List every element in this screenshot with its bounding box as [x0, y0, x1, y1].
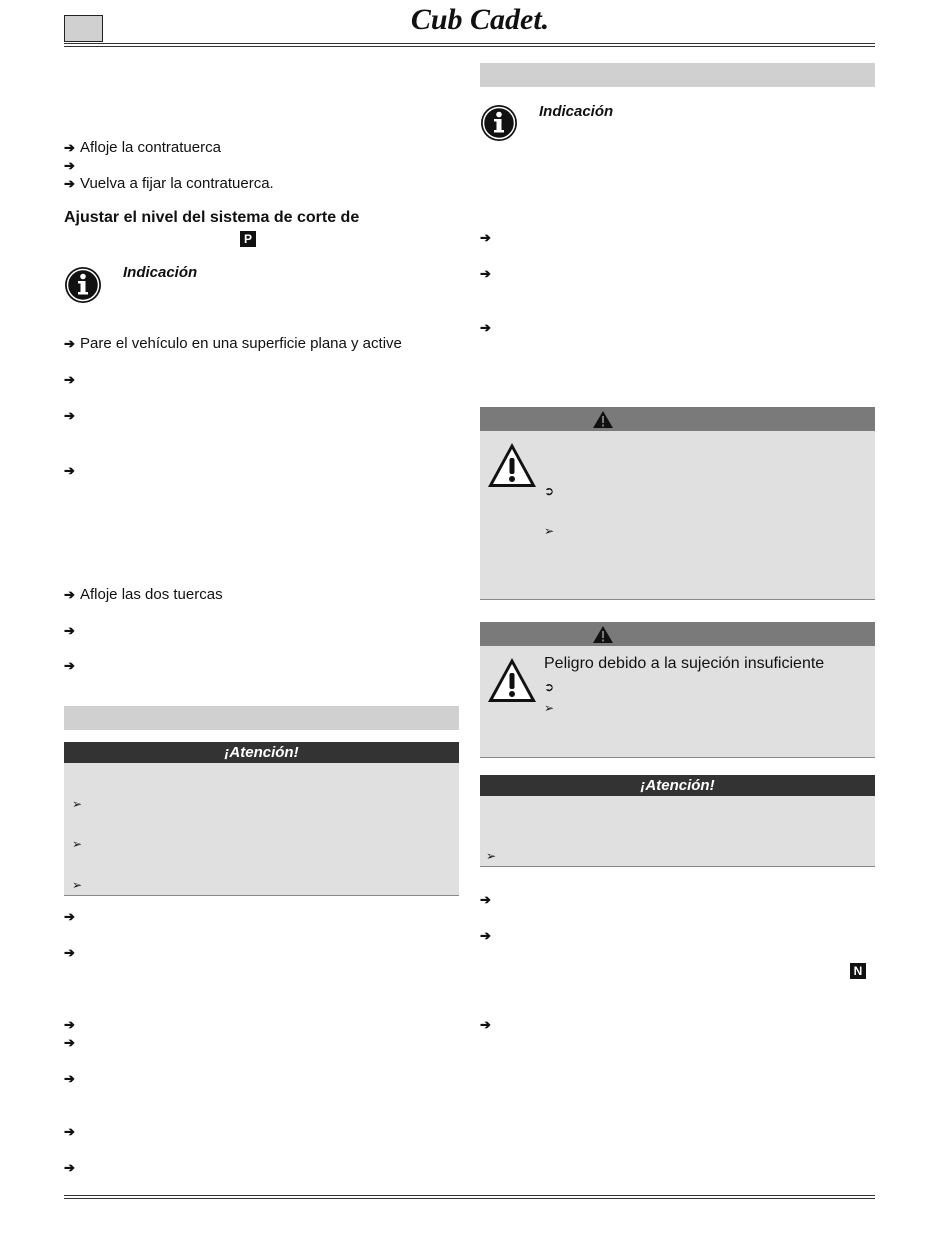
arrow-icon: ➔ — [64, 1124, 75, 1139]
arrow-icon: ➔ — [480, 1017, 491, 1032]
step-empty — [64, 908, 80, 926]
arrow-icon: ➔ — [64, 658, 75, 673]
step-loosen-locknut: ➔ Afloje la contratuerca — [64, 139, 221, 156]
step-empty — [480, 891, 496, 909]
attention-panel-left — [64, 763, 459, 896]
badge-n: N — [850, 963, 866, 979]
arrow-icon: ➔ — [480, 266, 491, 281]
note-title-left: Indicación — [123, 264, 198, 281]
chevron-icon: ➢ — [72, 797, 83, 811]
step-loosen-nuts: ➔ Afloje las dos tuercas — [64, 586, 223, 603]
step-empty — [64, 1070, 80, 1088]
step-empty — [64, 1034, 80, 1052]
arrow-icon: ➔ — [480, 928, 491, 943]
arrow-icon: ➔ — [64, 909, 75, 924]
arrow-icon: ➔ — [480, 320, 491, 335]
step-empty — [64, 657, 80, 675]
arrow-icon: ➔ — [64, 1071, 75, 1086]
step-empty — [64, 1016, 80, 1034]
chevron-icon: ➢ — [544, 524, 555, 538]
footer-rule — [64, 1195, 875, 1196]
step-empty — [480, 927, 496, 945]
badge-p: P — [240, 231, 256, 247]
chevron-icon: ➢ — [544, 701, 555, 715]
warning-panel-1 — [480, 431, 875, 600]
brand-text: Cub Cadet. — [410, 3, 550, 36]
arrow-icon: ➔ — [64, 372, 75, 387]
step-refix-locknut: ➔ Vuelva a fijar la contratuerca. — [64, 175, 274, 192]
warning-large-icon — [486, 441, 538, 489]
step-park-vehicle: ➔ Pare el vehículo en una superficie plana y active — [64, 335, 402, 352]
warning-triangle-icon — [592, 625, 614, 644]
arrow-icon: ➔ — [64, 587, 75, 602]
header-rule — [64, 43, 875, 44]
step-empty — [64, 622, 80, 640]
step-empty — [64, 462, 80, 480]
info-icon — [64, 266, 102, 304]
step-empty — [480, 1016, 496, 1034]
info-icon — [480, 104, 518, 142]
section-bar-right — [480, 63, 875, 87]
chevron-icon: ➢ — [72, 878, 83, 892]
step-empty — [64, 371, 80, 389]
arrow-icon: ➔ — [480, 892, 491, 907]
step-empty — [480, 265, 496, 283]
arrow-icon: ➔ — [64, 176, 75, 191]
footer-rule-2 — [64, 1198, 875, 1199]
warning-large-icon — [486, 656, 538, 704]
note-title-right: Indicación — [539, 103, 614, 120]
arrow-icon: ➔ — [64, 1160, 75, 1175]
circle-arrow-icon: ➲ — [544, 484, 555, 498]
step-empty — [64, 407, 80, 425]
step-empty — [64, 1123, 80, 1141]
arrow-icon: ➔ — [64, 408, 75, 423]
warning-triangle-icon — [592, 410, 614, 429]
arrow-icon: ➔ — [64, 140, 75, 155]
section-bar-left — [64, 706, 459, 730]
warning-header-2 — [480, 622, 875, 646]
step-empty — [480, 229, 496, 247]
attention-header-right: ¡Atención! — [480, 775, 875, 796]
arrow-icon: ➔ — [480, 230, 491, 245]
attention-panel-right — [480, 796, 875, 867]
chevron-icon: ➢ — [486, 849, 497, 863]
arrow-icon: ➔ — [64, 1035, 75, 1050]
step-empty — [64, 944, 80, 962]
step-empty — [64, 1159, 80, 1177]
warning-text-insufficient-fixing: Peligro debido a la sujeción insuficiente — [544, 655, 825, 672]
arrow-icon: ➔ — [64, 336, 75, 351]
attention-header-left: ¡Atención! — [64, 742, 459, 763]
step-empty — [64, 157, 80, 175]
arrow-icon: ➔ — [64, 158, 75, 173]
circle-arrow-icon: ➲ — [544, 680, 555, 694]
header-rule-2 — [64, 46, 875, 47]
warning-header-1 — [480, 407, 875, 431]
arrow-icon: ➔ — [64, 945, 75, 960]
cub-cadet-logo — [380, 2, 580, 38]
step-empty — [480, 319, 496, 337]
arrow-icon: ➔ — [64, 1017, 75, 1032]
arrow-icon: ➔ — [64, 623, 75, 638]
section-heading: Ajustar el nivel del sistema de corte de — [64, 209, 360, 226]
arrow-icon: ➔ — [64, 463, 75, 478]
page-number-box — [64, 15, 103, 42]
chevron-icon: ➢ — [72, 837, 83, 851]
